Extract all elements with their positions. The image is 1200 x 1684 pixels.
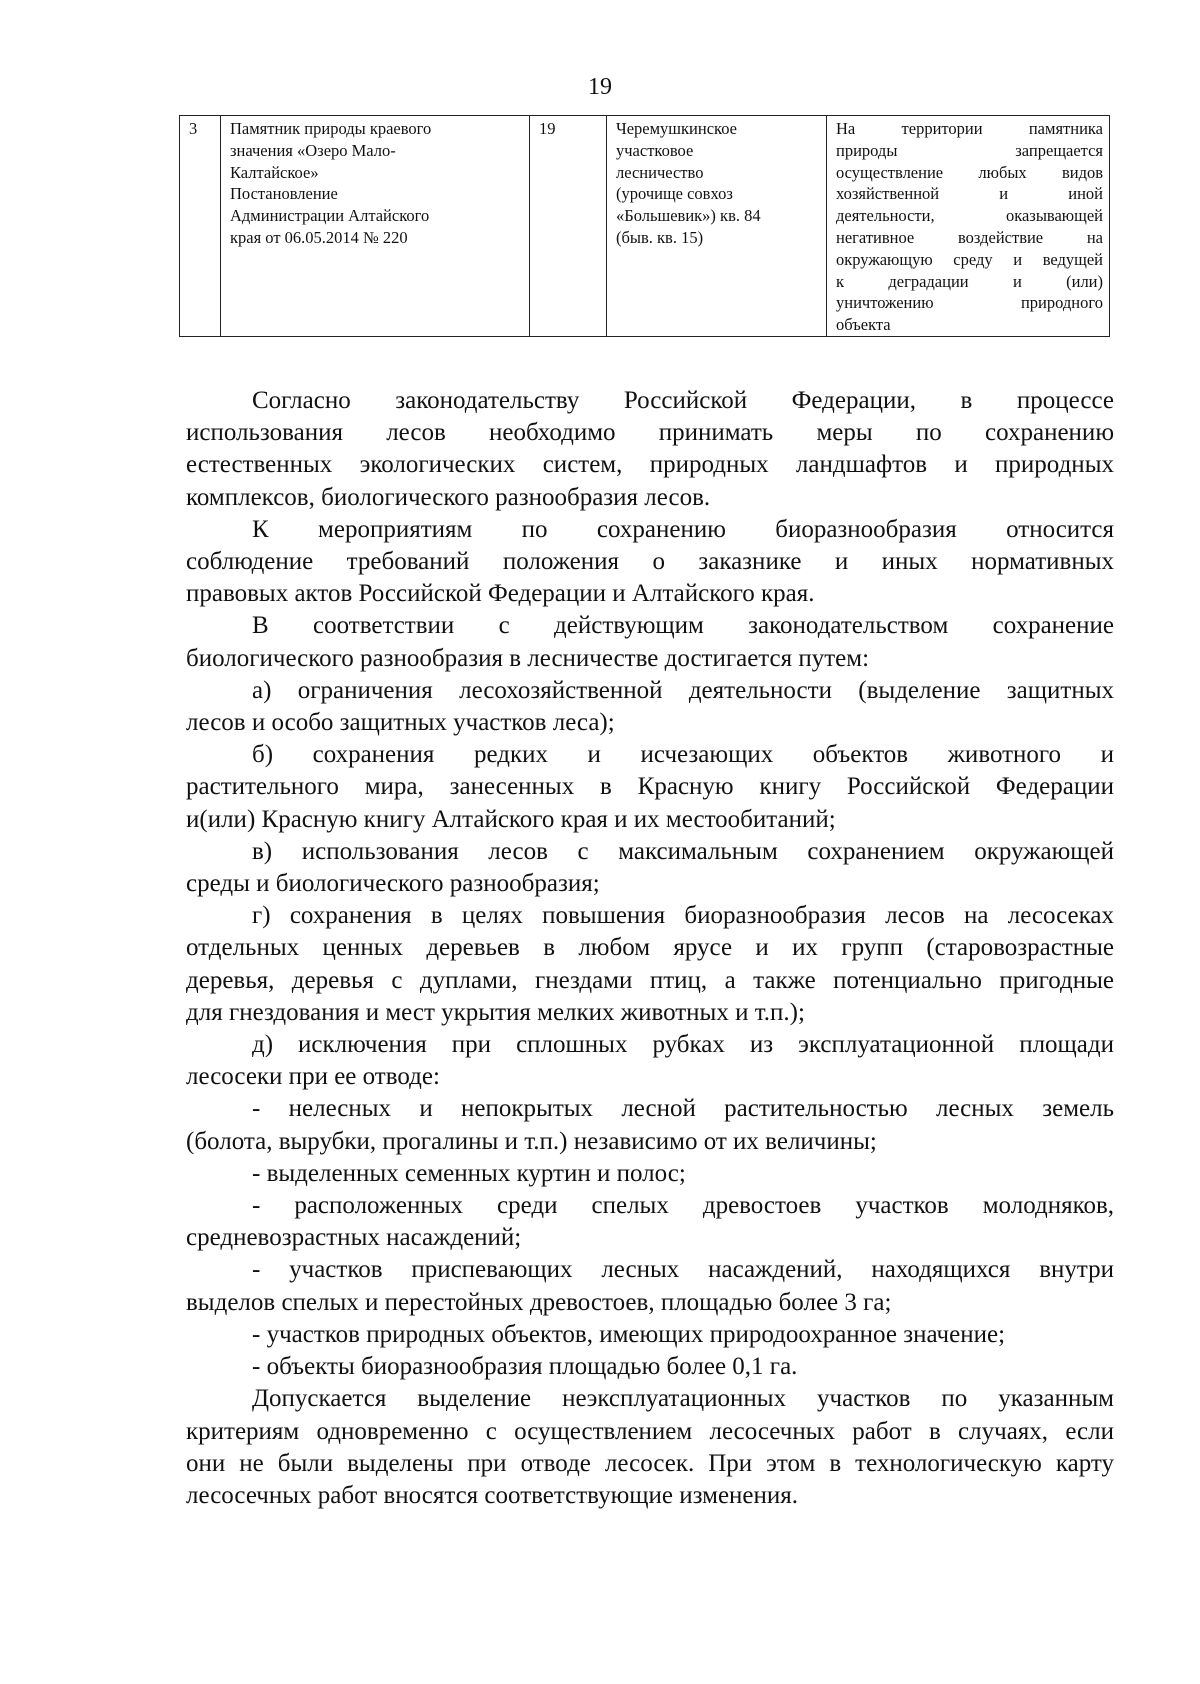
paragraph-line: соблюдение требований положения о заказнике и иных нормативных	[186, 548, 1114, 576]
body-text	[186, 385, 1114, 1512]
restrictions-line: к деградации и (или)	[836, 271, 1103, 291]
restrictions-line: На территории памятника	[836, 119, 1103, 138]
object-name-line: значения «Озеро Мало-	[230, 140, 396, 160]
paragraph-line: б) сохранения редких и исчезающих объектов животного и	[252, 741, 1114, 769]
paragraph	[186, 1383, 1114, 1512]
paragraph-line: для гнездования и мест укрытия мелких животных и т.п.);	[186, 998, 805, 1026]
location-line: «Большевик») кв. 84	[616, 206, 761, 226]
paragraph	[186, 1319, 1114, 1351]
paragraph-line: К мероприятиям по сохранению биоразнообразия относится	[252, 515, 1114, 543]
paragraph-line: В соответствии с действующим законодательством сохранение	[252, 612, 1114, 640]
paragraph-line: средневозрастных насаждений;	[186, 1224, 522, 1252]
paragraph-line: отдельных ценных деревьев в любом ярусе и их групп (старовозрастные	[186, 934, 1114, 962]
paragraph-line: - участков природных объектов, имеющих природоохранное значение;	[252, 1320, 1006, 1348]
paragraph	[186, 1158, 1114, 1190]
paragraph	[186, 1093, 1114, 1157]
page-number: 19	[588, 74, 612, 100]
paragraph	[186, 385, 1114, 514]
object-name-line: Постановление	[230, 184, 338, 204]
paragraph	[186, 1190, 1114, 1254]
object-name-line: Памятник природы краевого	[230, 119, 432, 138]
paragraph-line: и(или) Красную книгу Алтайского края и их местообитаний;	[186, 805, 836, 833]
paragraph-line: растительного мира, занесенных в Красную книгу Российской Федерации	[186, 773, 1114, 801]
object-name-line: края от 06.05.2014 № 220	[230, 227, 408, 247]
paragraph	[186, 1029, 1114, 1093]
paragraph-line: лесосеки при ее отводе:	[186, 1063, 440, 1091]
paragraph	[186, 675, 1114, 739]
paragraph	[186, 739, 1114, 836]
paragraph-line: использования лесов необходимо принимать меры по сохранению	[186, 419, 1114, 447]
paragraph-line: комплексов, биологического разнообразия лесов.	[186, 483, 711, 511]
restrictions-line: окружающую среду и ведущей	[836, 249, 1103, 269]
paragraph-line: среды и биологического разнообразия;	[186, 870, 600, 898]
paragraph-line: биологического разнообразия в лесничестве достигается путем:	[186, 644, 870, 672]
paragraph	[186, 900, 1114, 1029]
paragraph-line: - участков приспевающих лесных насаждений, находящихся внутри	[252, 1256, 1114, 1284]
paragraph-line: естественных экологических систем, природных ландшафтов и природных	[186, 451, 1114, 479]
restrictions-line: природы запрещается	[836, 140, 1103, 160]
restrictions-line: уничтожению природного	[836, 293, 1103, 313]
restrictions-line: деятельности, оказывающей	[836, 206, 1103, 226]
paragraph	[186, 610, 1114, 674]
paragraph	[186, 836, 1114, 900]
paragraph-line: - нелесных и непокрытых лесной растительностью лесных земель	[252, 1095, 1114, 1123]
table-row	[180, 116, 1110, 337]
paragraph-line: - объекты биоразнообразия площадью более 0,1 га.	[252, 1353, 798, 1381]
paragraph-line: они не были выделены при отводе лесосек. При этом в технологическую карту	[186, 1449, 1114, 1477]
paragraph-line: - выделенных семенных куртин и полос;	[252, 1159, 686, 1187]
paragraph	[186, 1254, 1114, 1318]
restrictions-line: негативное воздействие на	[836, 227, 1103, 247]
restrictions-line: осуществление любых видов	[836, 162, 1103, 182]
paragraph-line: Допускается выделение неэксплуатационных участков по указанным	[252, 1385, 1114, 1413]
paragraph-line: д) исключения при сплошных рубках из эксплуатационной площади	[252, 1031, 1114, 1059]
quarter-number-cell: 19	[530, 116, 607, 337]
protected-areas-table	[179, 115, 1110, 337]
location-line: (урочище совхоз	[616, 184, 733, 204]
paragraph-line: лесосечных работ вносятся соответствующие изменения.	[186, 1481, 799, 1509]
location-line: Черемушкинское	[616, 119, 737, 138]
restrictions-line: объекта	[836, 315, 891, 335]
location-line: участковое	[616, 140, 694, 160]
restrictions-line: хозяйственной и иной	[836, 184, 1103, 204]
paragraph-line: в) использования лесов с максимальным сохранением окружающей	[252, 837, 1114, 865]
paragraph-line: выделов спелых и перестойных древостоев, площадью более 3 га;	[186, 1288, 892, 1316]
paragraph-line: лесов и особо защитных участков леса);	[186, 709, 615, 737]
paragraph-line: (болота, вырубки, прогалины и т.п.) независимо от их величины;	[186, 1127, 877, 1155]
paragraph	[186, 514, 1114, 611]
paragraph-line: а) ограничения лесохозяйственной деятельности (выделение защитных	[252, 676, 1114, 704]
paragraph-line: критериям одновременно с осуществлением лесосечных работ в случаях, если	[186, 1417, 1114, 1445]
object-name-line: Калтайское»	[230, 162, 319, 182]
paragraph-line: правовых актов Российской Федерации и Алтайского края.	[186, 580, 815, 608]
paragraph-line: г) сохранения в целях повышения биоразнообразия лесов на лесосеках	[252, 902, 1114, 930]
paragraph-line: - расположенных среди спелых древостоев участков молодняков,	[252, 1192, 1114, 1220]
paragraph-line: деревья, деревья с дуплами, гнездами птиц, а также потенциально пригодные	[186, 966, 1114, 994]
object-name-cell	[221, 116, 530, 337]
object-name-line: Администрации Алтайского	[230, 206, 430, 226]
location-line: (быв. кв. 15)	[616, 227, 704, 247]
paragraph-line: Согласно законодательству Российской Федерации, в процессе	[252, 387, 1114, 414]
paragraph	[186, 1351, 1114, 1383]
restrictions-cell	[827, 116, 1110, 337]
row-number-cell: 3	[180, 116, 221, 337]
location-cell	[607, 116, 827, 337]
location-line: лесничество	[616, 162, 704, 182]
